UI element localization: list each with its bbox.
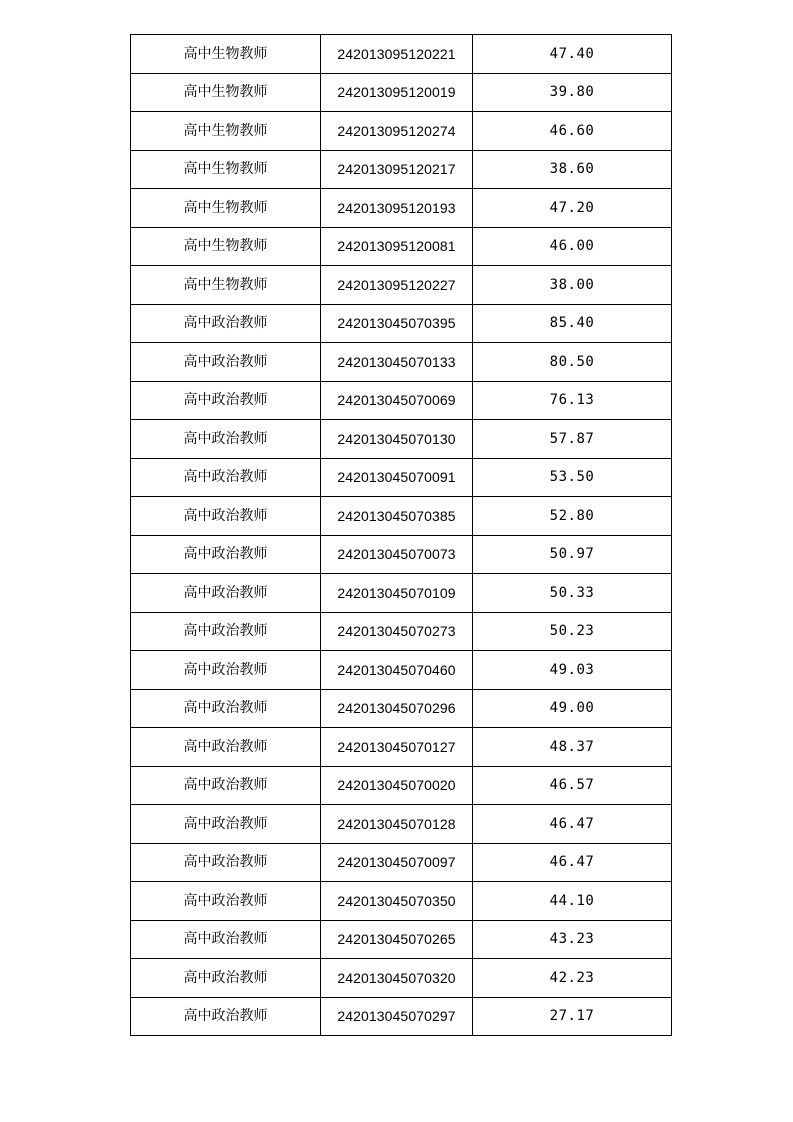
score-cell: 85.40: [473, 304, 672, 343]
ticket-number-cell: 242013095120217: [321, 150, 473, 189]
score-cell: 46.00: [473, 227, 672, 266]
ticket-number-cell: 242013045070109: [321, 574, 473, 613]
table-row: [131, 304, 672, 343]
score-cell: 46.57: [473, 766, 672, 805]
ticket-number-cell: 242013045070069: [321, 381, 473, 420]
score-cell: 42.23: [473, 959, 672, 998]
ticket-number-cell: 242013045070297: [321, 997, 473, 1036]
table-row: [131, 728, 672, 767]
table-row: [131, 997, 672, 1036]
table-row: [131, 266, 672, 305]
ticket-number-cell: 242013045070020: [321, 766, 473, 805]
score-cell: 38.60: [473, 150, 672, 189]
position-cell: 高中政治教师: [131, 651, 321, 690]
table-row: [131, 766, 672, 805]
ticket-number-cell: 242013045070133: [321, 343, 473, 382]
score-cell: 49.03: [473, 651, 672, 690]
position-cell: 高中生物教师: [131, 150, 321, 189]
ticket-number-cell: 242013045070265: [321, 920, 473, 959]
position-cell: 高中政治教师: [131, 612, 321, 651]
score-cell: 76.13: [473, 381, 672, 420]
ticket-number-cell: 242013095120193: [321, 189, 473, 228]
ticket-number-cell: 242013045070460: [321, 651, 473, 690]
ticket-number-cell: 242013045070127: [321, 728, 473, 767]
position-cell: 高中政治教师: [131, 882, 321, 921]
score-cell: 52.80: [473, 497, 672, 536]
position-cell: 高中生物教师: [131, 266, 321, 305]
ticket-number-cell: 242013045070128: [321, 805, 473, 844]
score-table: [130, 34, 672, 1036]
table-row: [131, 843, 672, 882]
position-cell: 高中政治教师: [131, 574, 321, 613]
table-row: [131, 343, 672, 382]
score-cell: 43.23: [473, 920, 672, 959]
table-row: [131, 612, 672, 651]
table-row: [131, 189, 672, 228]
position-cell: 高中政治教师: [131, 843, 321, 882]
ticket-number-cell: 242013095120019: [321, 73, 473, 112]
ticket-number-cell: 242013045070350: [321, 882, 473, 921]
score-cell: 48.37: [473, 728, 672, 767]
ticket-number-cell: 242013095120221: [321, 35, 473, 74]
position-cell: 高中生物教师: [131, 112, 321, 151]
ticket-number-cell: 242013045070385: [321, 497, 473, 536]
table-row: [131, 73, 672, 112]
table-row: [131, 535, 672, 574]
score-cell: 47.20: [473, 189, 672, 228]
table-row: [131, 959, 672, 998]
position-cell: 高中生物教师: [131, 227, 321, 266]
score-cell: 80.50: [473, 343, 672, 382]
table-row: [131, 689, 672, 728]
ticket-number-cell: 242013045070273: [321, 612, 473, 651]
score-cell: 49.00: [473, 689, 672, 728]
position-cell: 高中政治教师: [131, 535, 321, 574]
score-cell: 38.00: [473, 266, 672, 305]
table-row: [131, 150, 672, 189]
position-cell: 高中生物教师: [131, 189, 321, 228]
ticket-number-cell: 242013045070296: [321, 689, 473, 728]
score-cell: 27.17: [473, 997, 672, 1036]
ticket-number-cell: 242013095120081: [321, 227, 473, 266]
table-body: [131, 35, 672, 1036]
table-row: [131, 227, 672, 266]
score-cell: 46.60: [473, 112, 672, 151]
score-cell: 57.87: [473, 420, 672, 459]
score-cell: 50.33: [473, 574, 672, 613]
position-cell: 高中政治教师: [131, 805, 321, 844]
table-row: [131, 112, 672, 151]
position-cell: 高中政治教师: [131, 343, 321, 382]
position-cell: 高中政治教师: [131, 458, 321, 497]
position-cell: 高中政治教师: [131, 959, 321, 998]
position-cell: 高中政治教师: [131, 304, 321, 343]
table-row: [131, 805, 672, 844]
position-cell: 高中政治教师: [131, 920, 321, 959]
ticket-number-cell: 242013045070320: [321, 959, 473, 998]
score-cell: 47.40: [473, 35, 672, 74]
table-row: [131, 574, 672, 613]
score-cell: 50.23: [473, 612, 672, 651]
position-cell: 高中政治教师: [131, 997, 321, 1036]
score-cell: 39.80: [473, 73, 672, 112]
score-cell: 53.50: [473, 458, 672, 497]
ticket-number-cell: 242013045070097: [321, 843, 473, 882]
table-row: [131, 35, 672, 74]
position-cell: 高中政治教师: [131, 420, 321, 459]
ticket-number-cell: 242013045070395: [321, 304, 473, 343]
position-cell: 高中政治教师: [131, 766, 321, 805]
ticket-number-cell: 242013095120274: [321, 112, 473, 151]
position-cell: 高中政治教师: [131, 689, 321, 728]
score-cell: 50.97: [473, 535, 672, 574]
table-row: [131, 651, 672, 690]
position-cell: 高中政治教师: [131, 381, 321, 420]
table-row: [131, 497, 672, 536]
position-cell: 高中生物教师: [131, 35, 321, 74]
ticket-number-cell: 242013045070091: [321, 458, 473, 497]
ticket-number-cell: 242013045070073: [321, 535, 473, 574]
table-row: [131, 381, 672, 420]
score-cell: 46.47: [473, 805, 672, 844]
score-cell: 46.47: [473, 843, 672, 882]
position-cell: 高中政治教师: [131, 728, 321, 767]
position-cell: 高中生物教师: [131, 73, 321, 112]
table-row: [131, 920, 672, 959]
table-row: [131, 882, 672, 921]
ticket-number-cell: 242013095120227: [321, 266, 473, 305]
table-row: [131, 420, 672, 459]
ticket-number-cell: 242013045070130: [321, 420, 473, 459]
table-row: [131, 458, 672, 497]
position-cell: 高中政治教师: [131, 497, 321, 536]
score-cell: 44.10: [473, 882, 672, 921]
